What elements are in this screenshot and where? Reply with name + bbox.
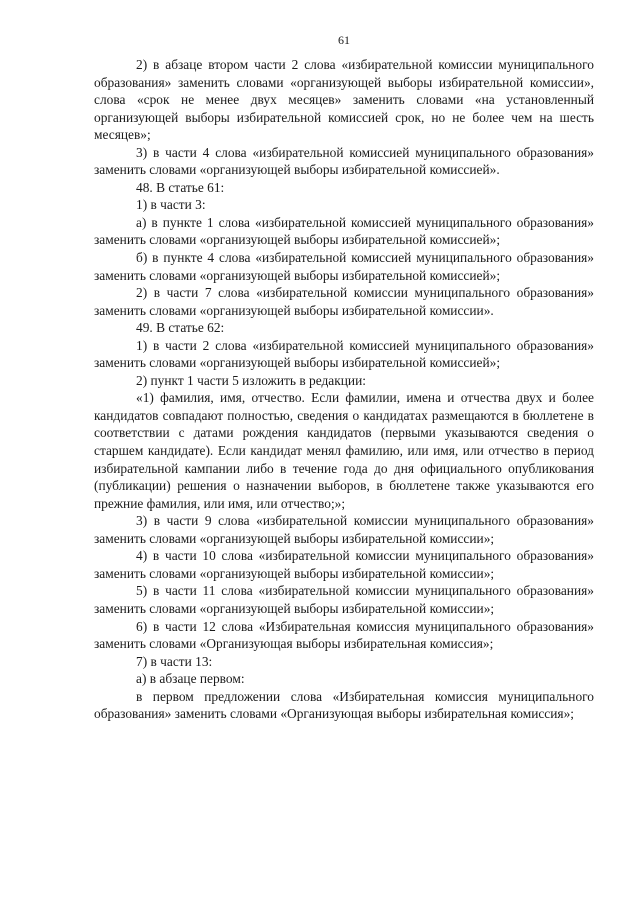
article-heading: 48. В статье 61: bbox=[136, 179, 225, 195]
paragraph: 6) в части 12 слова «Избирательная комиссия муниципального образования» заменить словами «Организующая выборы избирательная комиссия»; bbox=[94, 618, 594, 652]
paragraph: в первом предложении слова «Избирательная комиссия муниципального образования» заменить словами «Организующая выборы избирательная комиссия»; bbox=[94, 688, 594, 722]
paragraph: б) в пункте 4 слова «избирательной комиссией муниципального образования» заменить словами «организующей выборы избирательной комиссией»; bbox=[94, 250, 594, 283]
paragraph: 3) в части 9 слова «избирательной комиссии муниципального образования» заменить словами «организующей выборы избирательной комиссии»; bbox=[94, 513, 594, 546]
article-heading: 49. В статье 62: bbox=[136, 320, 225, 336]
paragraph: 1) в части 3: bbox=[136, 197, 206, 213]
paragraph: 3) в части 4 слова «избирательной комиссией муниципального образования» заменить словами «организующей выборы избирательной комиссией». bbox=[94, 144, 594, 178]
paragraph: 2) в части 7 слова «избирательной комиссии муниципального образования» заменить словами «организующей выборы избирательной комиссии». bbox=[94, 285, 594, 318]
page-number: 61 bbox=[338, 33, 350, 47]
paragraph: 2) пункт 1 части 5 изложить в редакции: bbox=[136, 372, 366, 388]
paragraph: а) в пункте 1 слова «избирательной комиссией муниципального образования» заменить словами «организующей выборы избирательной комиссией»; bbox=[94, 214, 594, 248]
paragraph: 5) в части 11 слова «избирательной комиссии муниципального образования» заменить словами «организующей выборы избирательной комиссии»; bbox=[94, 583, 594, 616]
paragraph: 2) в абзаце втором части 2 слова «избирательной комиссии муниципального образования» заменить словами «организующей выборы избирательной комиссии», слова «срок не менее двух месяцев» заменить словами «на установленный организующей выборы избирательной комиссией срок, но не более чем на шесть месяцев»; bbox=[94, 57, 594, 143]
paragraph: 4) в части 10 слова «избирательной комиссии муниципального образования» заменить словами «организующей выборы избирательной комиссии»; bbox=[94, 548, 594, 581]
paragraph: а) в абзаце первом: bbox=[136, 671, 245, 687]
document-body bbox=[94, 56, 594, 723]
paragraph: 1) в части 2 слова «избирательной комиссией муниципального образования» заменить словами «организующей выборы избирательной комиссией»; bbox=[94, 337, 594, 371]
paragraph: «1) фамилия, имя, отчество. Если фамилии, имена и отчества двух и более кандидатов совпадают полностью, сведения о кандидатах размещаются в бюллетене в соответствии с датами рождения кандидатов (первыми указываются сведения о старшем кандидате). Если кандидат менял фамилию, или имя, или отчество в период избирательной кампании либо в течение года до дня официального опубликования (публикации) решения о назначении выборов, в бюллетене также указываются его прежние фамилия, или имя, или отчество;»; bbox=[94, 390, 594, 511]
paragraph: 7) в части 13: bbox=[136, 653, 213, 669]
